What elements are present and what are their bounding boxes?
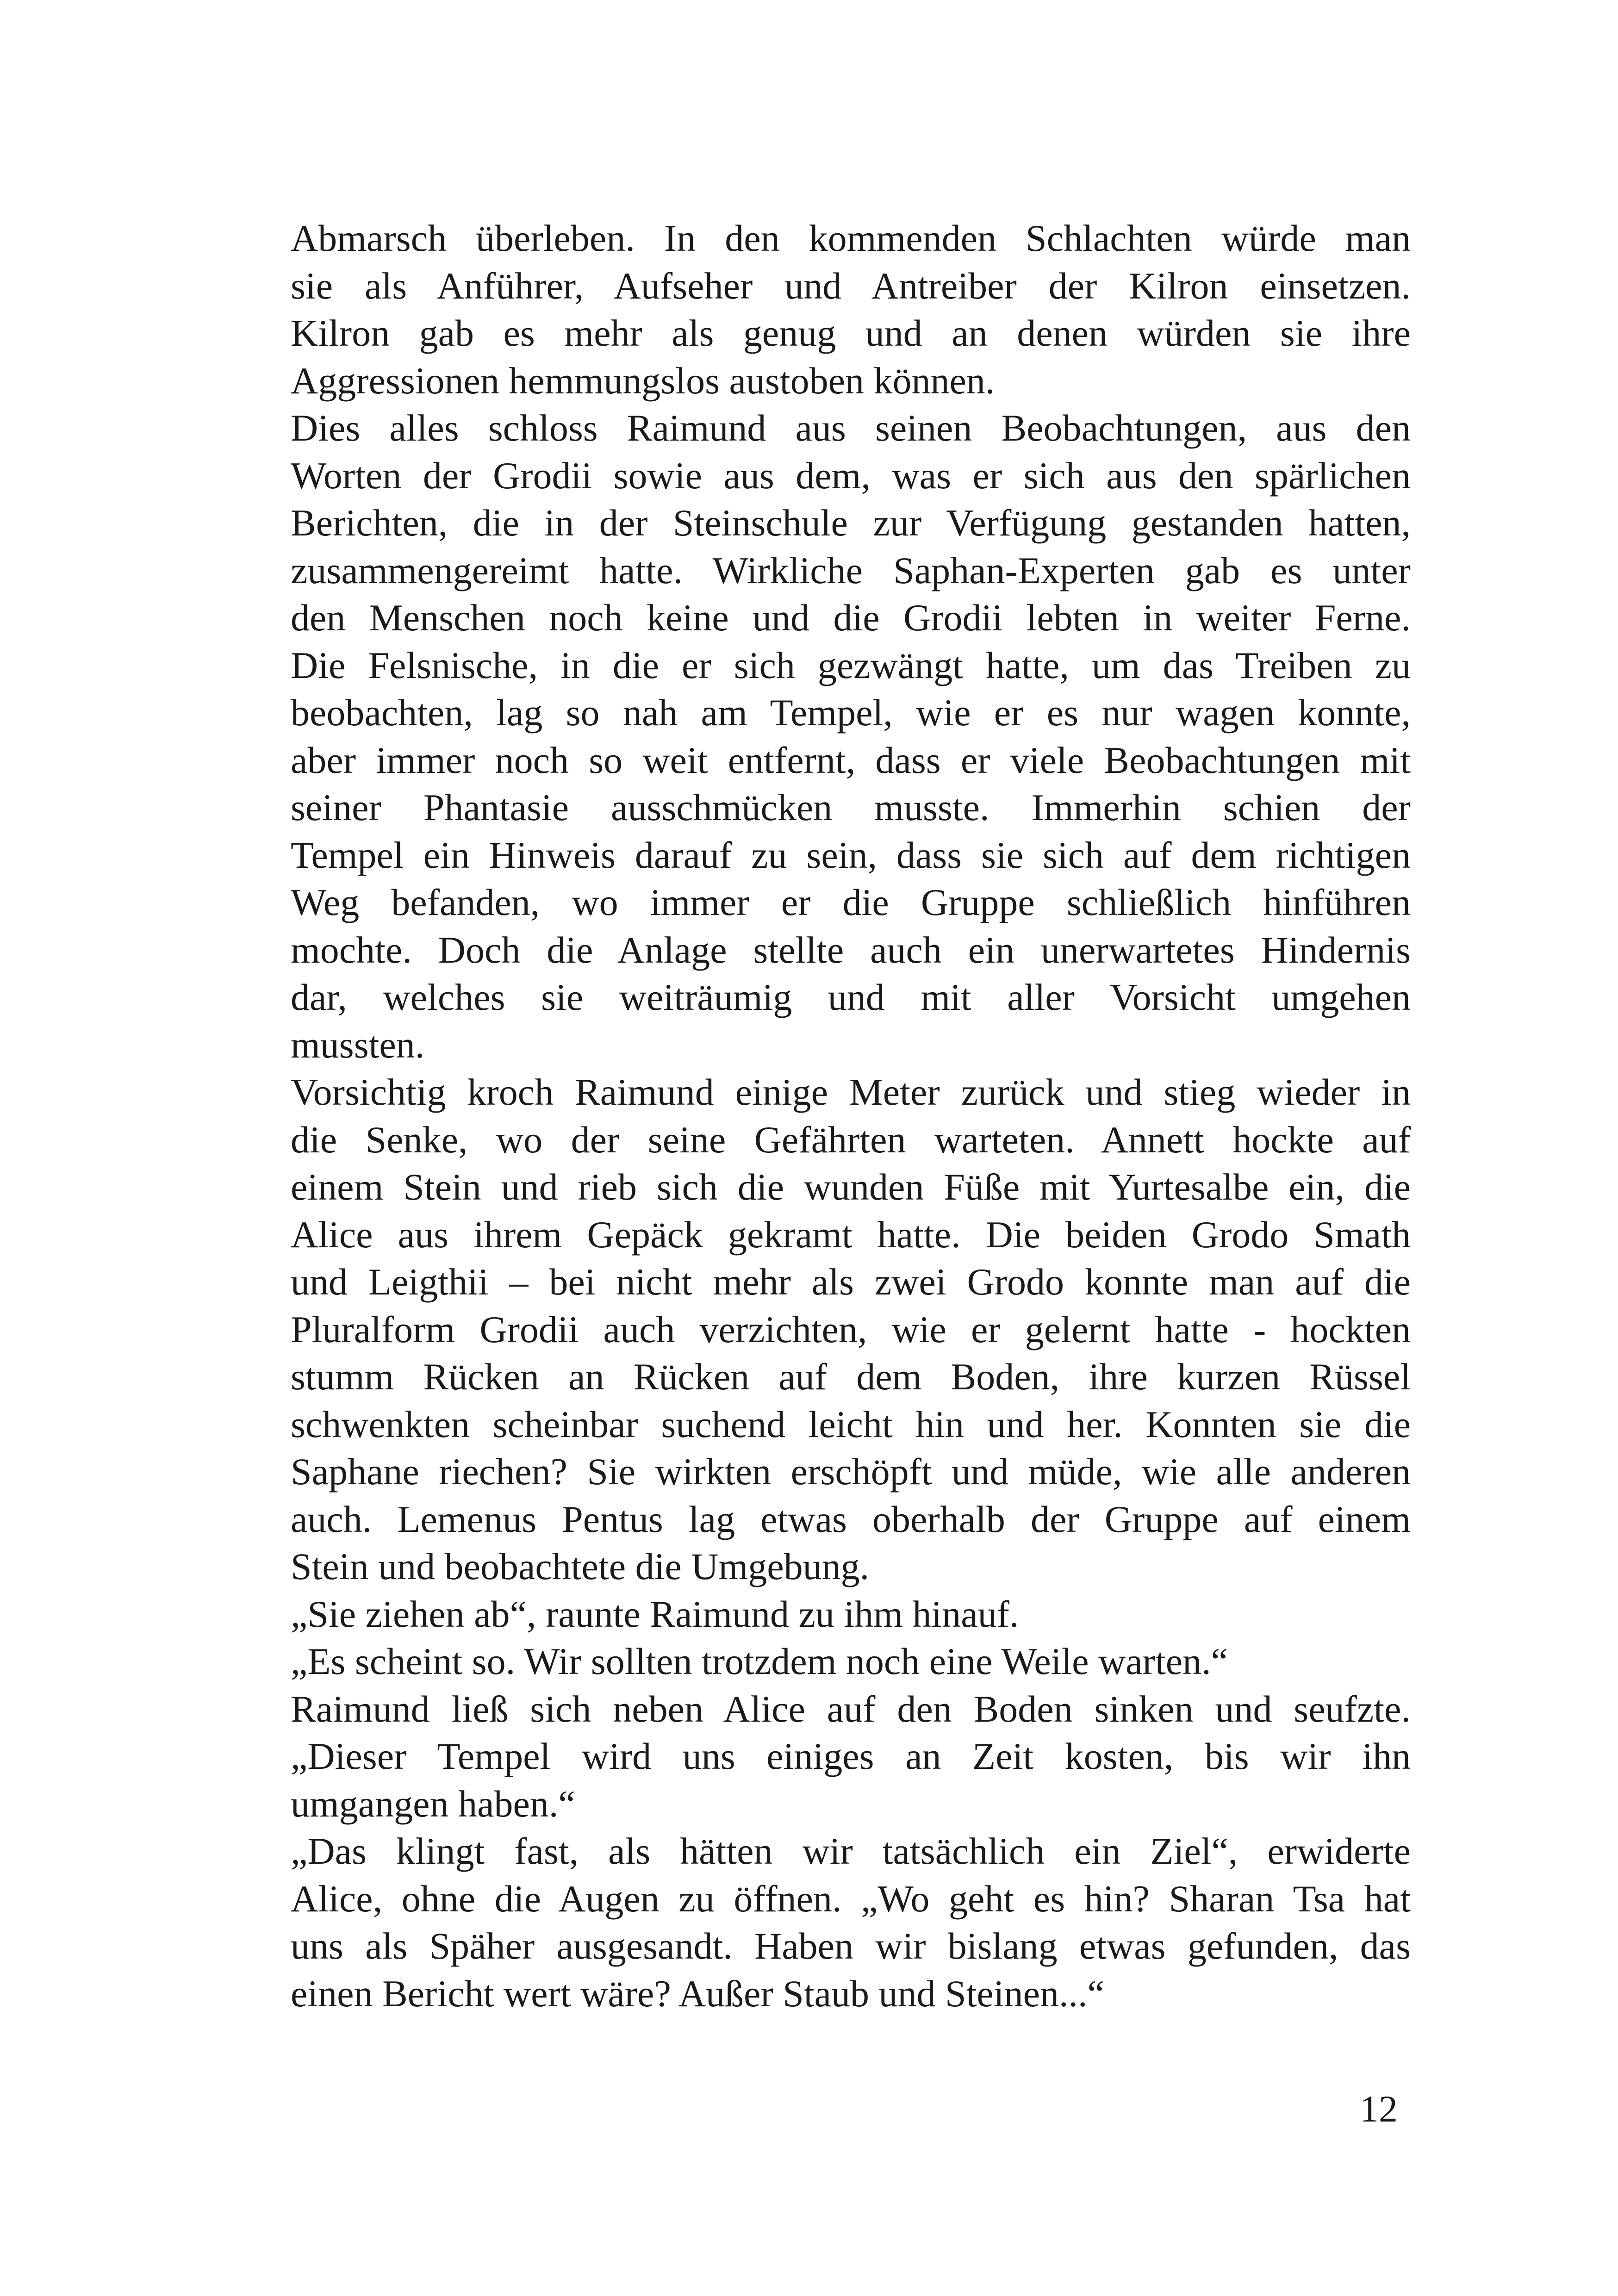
text-line: mochte. Doch die Anlage stellte auch ein unerwartetes Hindernis (291, 928, 1411, 971)
text-line: Kilron gab es mehr als genug und an denen würden sie ihre (291, 312, 1411, 354)
text-line: beobachten, lag so nah am Tempel, wie er es nur wagen konnte, (291, 691, 1411, 734)
text-line: Dies alles schloss Raimund aus seinen Beobachtungen, aus den (291, 407, 1411, 449)
text-line: sie als Anführer, Aufseher und Antreiber der Kilron einsetzen. (291, 264, 1411, 307)
text-line: stumm Rücken an Rücken auf dem Boden, ihre kurzen Rüssel (291, 1356, 1411, 1398)
text-line: „Das klingt fast, als hätten wir tatsächlich ein Ziel“, erwiderte (291, 1830, 1411, 1872)
text-line: umgangen haben.“ (291, 1782, 575, 1825)
text-line: Aggressionen hemmungslos austoben können. (291, 359, 995, 402)
text-line: „Dieser Tempel wird uns einiges an Zeit kosten, bis wir ihn (291, 1735, 1411, 1777)
text-line: Abmarsch überleben. In den kommenden Schlachten würde man (291, 217, 1411, 259)
text-line: Stein und beobachtete die Umgebung. (291, 1545, 870, 1587)
text-line: seiner Phantasie ausschmücken musste. Immerhin schien der (291, 786, 1411, 828)
text-line: Raimund ließ sich neben Alice auf den Boden sinken und seufzte. (291, 1687, 1411, 1730)
text-line: mussten. (291, 1023, 425, 1066)
text-line: Saphane riechen? Sie wirkten erschöpft und müde, wie alle anderen (291, 1450, 1411, 1493)
text-line: zusammengereimt hatte. Wirkliche Saphan-Experten gab es unter (291, 549, 1411, 591)
text-line: Vorsichtig kroch Raimund einige Meter zurück und stieg wieder in (291, 1071, 1411, 1113)
text-line: aber immer noch so weit entfernt, dass er viele Beobachtungen mit (291, 739, 1411, 781)
text-line: Die Felsnische, in die er sich gezwängt hatte, um das Treiben zu (291, 644, 1411, 686)
text-line: die Senke, wo der seine Gefährten warteten. Annett hockte auf (291, 1118, 1411, 1161)
page-number: 12 (1360, 2088, 1398, 2130)
text-line: „Sie ziehen ab“, raunte Raimund zu ihm hinauf. (291, 1593, 1019, 1635)
text-line: Tempel ein Hinweis darauf zu sein, dass sie sich auf dem richtigen (291, 834, 1411, 876)
text-line: dar, welches sie weiträumig und mit aller Vorsicht umgehen (291, 976, 1411, 1018)
text-line: Worten der Grodii sowie aus dem, was er sich aus den spärlichen (291, 454, 1411, 497)
text-line: Alice aus ihrem Gepäck gekramt hatte. Die beiden Grodo Smath (291, 1213, 1411, 1256)
text-line: Pluralform Grodii auch verzichten, wie er gelernt hatte - hockten (291, 1308, 1411, 1350)
text-line: „Es scheint so. Wir sollten trotzdem noch eine Weile warten.“ (291, 1640, 1228, 1682)
text-line: und Leigthii – bei nicht mehr als zwei Grodo konnte man auf die (291, 1261, 1411, 1303)
text-line: schwenkten scheinbar suchend leicht hin und her. Konnten sie die (291, 1403, 1411, 1445)
text-line: den Menschen noch keine und die Grodii lebten in weiter Ferne. (291, 597, 1411, 639)
text-line: auch. Lemenus Pentus lag etwas oberhalb der Gruppe auf einem (291, 1498, 1411, 1540)
body-text (291, 215, 1411, 2017)
text-line: einem Stein und rieb sich die wunden Füße mit Yurtesalbe ein, die (291, 1166, 1411, 1208)
text-line: Berichten, die in der Steinschule zur Verfügung gestanden hatten, (291, 502, 1411, 544)
text-line: uns als Späher ausgesandt. Haben wir bislang etwas gefunden, das (291, 1925, 1411, 1967)
text-line: Weg befanden, wo immer er die Gruppe schließlich hinführen (291, 881, 1411, 923)
text-line: Alice, ohne die Augen zu öffnen. „Wo geht es hin? Sharan Tsa hat (291, 1877, 1411, 1920)
text-line: einen Bericht wert wäre? Außer Staub und Steinen...“ (291, 1972, 1104, 2015)
